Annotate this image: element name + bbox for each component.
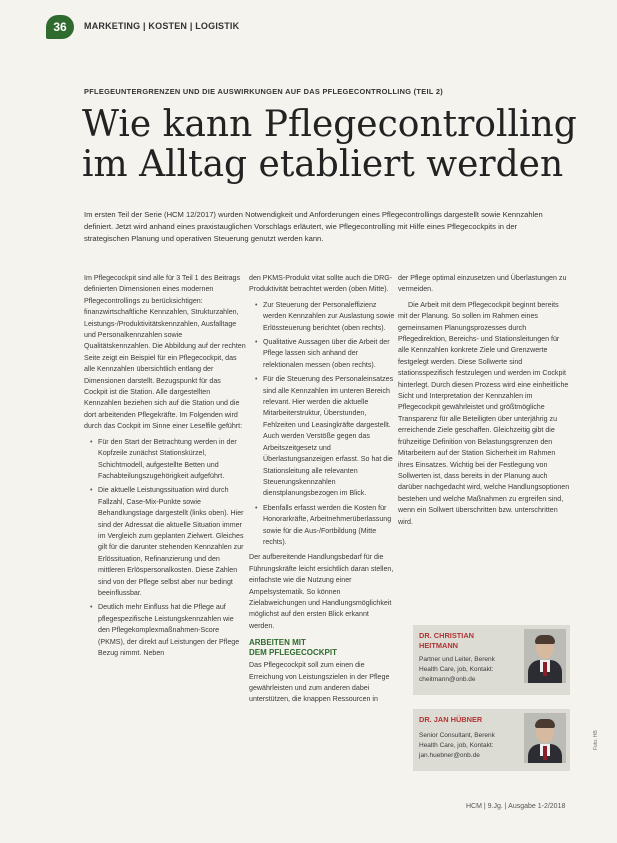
bullet-item: • Zur Steuerung der Personaleffizienz werden Kennzahlen zur Auslastung sowie Erlössteuerung berichtet (oben rechts). [263, 300, 395, 334]
section-label: MARKETING | KOSTEN | LOGISTIK [84, 21, 240, 31]
article-kicker: PFLEGEUNTERGRENZEN UND DIE AUSWIRKUNGEN AUF DAS PFLEGECONTROLLING (TEIL 2) [84, 87, 444, 96]
author-name-line-1: DR. CHRISTIAN [419, 631, 475, 640]
bullet-item: • Qualitative Aussagen über die Arbeit der Pflege lassen sich anhand der relektionalen messen (oben rechts). [263, 337, 395, 371]
bullet-list [84, 437, 246, 660]
author-bio-line: Senior Consultant, Berenk [419, 732, 495, 739]
bullet-item: • Ebenfalls erfasst werden die Kosten für Honorarkräfte, Arbeitnehmerüberlassung sowie für die Aus-/Fortbildung (Mitte rechts). [263, 503, 395, 549]
bullet-item: • Die aktuelle Leistungssituation wird durch Fallzahl, Case-Mix-Punkte sowie Behandlungstage dargestellt (links oben). Hier sind der Adressat die aktuelle Situation immer im Vergleich zum geplanten Zielwert. Gleiches gilt für die darunter stehenden Kennzahlen zur Erlössituation, Refinanzierung und den mittleren Erlöspersonalkosten. Diese Zahlen sind von der Pflege selbst aber nur bedingt beeinflussbar. [98, 485, 246, 599]
paragraph: Der aufbereitende Handlungsbedarf für die Führungskräfte leicht ersichtlich daran stellen, einfachste wie die Nutzung einer Ampelsystematik. So können Zielabweichungen und Handlungsmöglichkeit möglichst auf den ersten Blick erkannt werden. [249, 553, 394, 630]
author-email: jan.huebner@onb.de [419, 752, 480, 759]
page-number: 36 [53, 20, 67, 34]
paragraph: Das Pflegecockpit soll zum einen die Erreichung von Leistungszielen in der Pflege gewährleisten und zum anderen dabei unterstützen, die knappen Ressourcen in [249, 661, 390, 704]
paragraph: den PKMS-Produkt vitat sollte auch die DRG-Produktivität betrachtet werden (oben Mitte). [249, 274, 393, 294]
text-column-1 [84, 273, 246, 663]
bullet-list [249, 300, 395, 549]
author-box-heitmann [413, 625, 570, 695]
author-name-line-2: HEITMANN [419, 641, 459, 650]
author-email: cheitmann@onb.de [419, 676, 476, 683]
subheading-line-1: ARBEITEN MIT [249, 638, 306, 648]
author-box-huebner [413, 709, 570, 771]
article-title-line-1: Wie kann Pflegecontrolling [82, 104, 577, 145]
author-portrait [524, 629, 566, 683]
author-portrait [524, 713, 566, 763]
author-bio [419, 655, 519, 685]
author-name [419, 631, 519, 651]
author-bio-line: Health Care, job, Kontakt: [419, 742, 494, 749]
photo-credit: Foto: HB [593, 730, 599, 750]
author-bio-line: Health Care, job, Kontakt: [419, 666, 494, 673]
author-bio-line: Partner und Leiter, Berenk [419, 656, 495, 663]
section-subheading [249, 638, 395, 658]
page-footer: HCM | 9.Jg. | Ausgabe 1-2/2018 [466, 803, 566, 810]
article-title [82, 105, 602, 185]
bullet-item: • Für die Steuerung des Personaleinsatzes sind alle Kennzahlen im unteren Bereich relevant. Hier werden die aktuelle Mitarbeiterstruktur, Überstunden, Fehlzeiten und Leasingkräfte dargestellt. Auch werden Verstöße gegen das Arbeitszeitgesetz und Überlastungsanzeigen erfasst. So hat die Stationsleitung alle relevanten Steuerungskennzahlen dienstplanungsbezogen im Blick. [263, 374, 395, 499]
article-lead: Im ersten Teil der Serie (HCM 12/2017) wurden Notwendigkeit und Anforderungen eines Pflegecontrollings dargestellt sowie Kennzahlen definiert. Jetzt wird anhand eines praxistauglichen Vorschlags erläutert, wie Pflegecontrolling mit Hilfe eines Pflegecockpits in der strategischen Planung und operativen Steuerung genutzt werden kann. [84, 210, 543, 243]
article-title-line-2: im Alltag etabliert werden [82, 144, 564, 185]
text-column-3 [398, 273, 570, 532]
bullet-item: • Für den Start der Betrachtung werden in der Kopfzeile zunächst Stationskürzel, Schichtmodell, aufgestellte Betten und Fachabteilungszugehörigkeit aufgeführt. [98, 437, 246, 483]
paragraph: Die Arbeit mit dem Pflegecockpit beginnt bereits mit der Planung. So sollen im Rahmen eines gemeinsamen Planungsprozesses durch Pflegedirektion, Bereichs- und Stationsleitungen für alle Kennzahlen konkrete Ziele und Grenzwerte festgelegt werden. Diese Sollwerte sind stationsspezifisch festzulegen und werden im Cockpit hinterlegt. Durch diesen Prozess wird eine einheitliche Sicht und Interpretation der Kennzahlen im Pflegecockpit gewährleistet und größtmögliche Transparenz für alle Beteiligten über unterjährig zu erreichende Ziele geschaffen. Gleichzeitig gibt die frühzeitige Definition von Belastungsgrenzen den Mitarbeitern auf der Station Sicherheit im Rahmen ihres Einsatzes. Wichtig bei der Festlegung von Sollwerten ist, dass bereits in der Planung auch darüber nachgedacht wird, welche Handlungsoptionen bestehen und welche Maßnahmen zu ergreifen sind, wenn ein Sollwert überschritten bzw. unterschritten wird. [398, 300, 570, 526]
author-name [419, 715, 519, 725]
author-name-line-1: DR. JAN HÜBNER [419, 715, 483, 724]
subheading-line-2: DEM PFLEGECOCKPIT [249, 648, 338, 658]
paragraph: der Pflege optimal einzusetzen und Überlastungen zu vermeiden. [398, 274, 567, 294]
page-number-badge [46, 15, 74, 39]
author-bio [419, 731, 519, 761]
text-column-2 [249, 273, 395, 710]
paragraph: Im Pflegecockpit sind alle für 3 Teil 1 des Beitrags definierten Dimensionen eines modernen Pflegecontrollings zu berücksichtigen: finanzwirtschaftliche Kennzahlen, Strukturzahlen, Leistungs-/Produktivitätskennzahlen, Ausfalltage und Personalkennzahlen sowie Qualitätskennzahlen. Die Abbildung auf der rechten Seite zeigt ein Beispiel für ein Pflegecockpit, das alle Kennzahlen übersichtlich entlang der Dimensionen darstellt. Bezugspunkt für das Cockpit ist die Station. Alle dargestellten Kennzahlen beziehen sich auf die Station und die dort arbeitenden Pflegekräfte. Im Folgenden wird durch das Cockpit im Sinne einer Leselfile geführt: [84, 274, 246, 431]
bullet-item: • Deutlich mehr Einfluss hat die Pflege auf pflegespezifische Leistungskennzahlen wie den Pflegekomplexmaßnahmen-Score (PKMS), der direkt auf Leistungen der Pflege Bezug nimmt. Neben [98, 602, 246, 659]
